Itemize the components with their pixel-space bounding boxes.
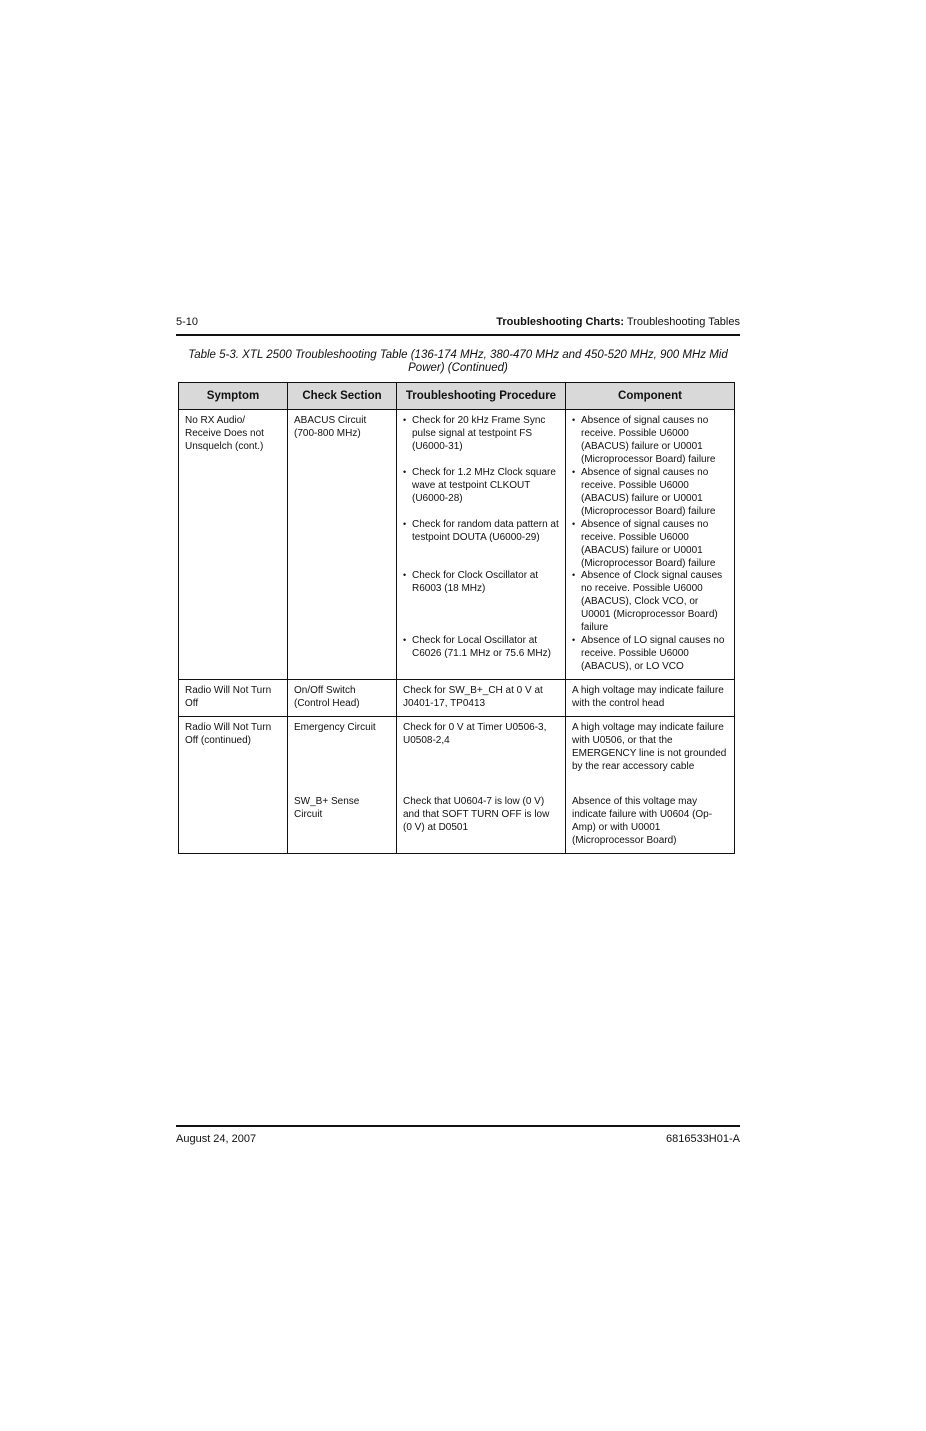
symptom-text: Radio Will Not Turn Off xyxy=(185,685,272,709)
component-item: • Absence of signal causes no receive. Possible U6000 (ABACUS) failure or U0001 (Microprocessor Board) failure xyxy=(572,414,728,466)
component-text: Absence of this voltage may indicate failure with U0604 (Op-Amp) or with U0001 (Microprocessor Board) xyxy=(572,796,713,846)
table-row xyxy=(179,717,735,854)
footer-date: August 24, 2007 xyxy=(176,1133,257,1145)
table-header-row xyxy=(179,383,735,410)
col-header-component: Component xyxy=(566,383,735,410)
caption-line-2: Power) (Continued) xyxy=(408,362,508,374)
symptom-cell xyxy=(179,717,288,854)
procedure-text: Check that U0604-7 is low (0 V) and that SOFT TURN OFF is low (0 V) at D0501 xyxy=(403,796,550,833)
component-text: A high voltage may indicate failure with U0506, or that the EMERGENCY line is not grounded by the rear accessory cable xyxy=(572,722,727,772)
symptom-cell xyxy=(179,680,288,717)
check-section-cell xyxy=(288,680,397,717)
component-cell xyxy=(566,680,735,717)
check-section-text: ABACUS Circuit (700-800 MHz) xyxy=(294,415,367,439)
section-title-rest: Troubleshooting Tables xyxy=(624,316,740,328)
col-header-check-section: Check Section xyxy=(288,383,397,410)
page-number: 5-10 xyxy=(176,316,199,328)
check-section-text: Emergency Circuit xyxy=(294,722,376,733)
procedure-cell xyxy=(397,717,566,854)
component-cell xyxy=(566,410,735,680)
component-item: • Absence of signal causes no receive. Possible U6000 (ABACUS) failure or U0001 (Microprocessor Board) failure xyxy=(572,518,728,569)
component-text: A high voltage may indicate failure with the control head xyxy=(572,685,724,709)
page-header xyxy=(176,316,740,334)
table-row xyxy=(179,680,735,717)
component-cell xyxy=(566,717,735,854)
col-header-procedure: Troubleshooting Procedure xyxy=(397,383,566,410)
footer-doc-number: 6816533H01-A xyxy=(665,1133,740,1145)
procedure-item: • Check for Clock Oscillator at R6003 (18 MHz) xyxy=(403,569,559,634)
check-section-text: On/Off Switch (Control Head) xyxy=(294,685,360,709)
procedure-item: • Check for random data pattern at testpoint DOUTA (U6000-29) xyxy=(403,518,559,569)
check-section-text: SW_B+ Sense Circuit xyxy=(294,796,360,820)
section-title-bold: Troubleshooting Charts: xyxy=(496,316,624,328)
procedure-text: Check for 0 V at Timer U0506-3, U0508-2,4 xyxy=(403,722,547,746)
procedure-item: • Check for Local Oscillator at C6026 (71.1 MHz or 75.6 MHz) xyxy=(403,634,559,660)
check-section-cell xyxy=(288,717,397,854)
symptom-cell xyxy=(179,410,288,680)
procedure-cell xyxy=(397,410,566,680)
symptom-text: Radio Will Not Turn Off (continued) xyxy=(185,722,272,746)
procedure-item: • Check for 1.2 MHz Clock square wave at testpoint CLKOUT (U6000-28) xyxy=(403,466,559,518)
table-caption xyxy=(176,349,740,375)
col-header-symptom: Symptom xyxy=(179,383,288,410)
component-item: • Absence of LO signal causes no receive. Possible U6000 (ABACUS), or LO VCO xyxy=(572,634,728,673)
component-item: • Absence of signal causes no receive. Possible U6000 (ABACUS) failure or U0001 (Microprocessor Board) failure xyxy=(572,466,728,518)
troubleshooting-table xyxy=(178,382,735,854)
check-section-cell xyxy=(288,410,397,680)
symptom-text: No RX Audio/ Receive Does not Unsquelch (cont.) xyxy=(185,415,264,452)
procedure-cell xyxy=(397,680,566,717)
section-title xyxy=(496,316,740,328)
procedure-item: • Check for 20 kHz Frame Sync pulse signal at testpoint FS (U6000-31) xyxy=(403,414,559,466)
procedure-text: Check for SW_B+_CH at 0 V at J0401-17, TP0413 xyxy=(403,685,543,709)
component-item: • Absence of Clock signal causes no receive. Possible U6000 (ABACUS), Clock VCO, or U0001 (Microprocessor Board) failure xyxy=(572,569,728,634)
table-row xyxy=(179,410,735,680)
footer-rule xyxy=(176,1125,740,1127)
header-rule xyxy=(176,334,740,336)
caption-line-1: Table 5-3. XTL 2500 Troubleshooting Table (136-174 MHz, 380-470 MHz and 450-520 MHz, 900 MHz Mid xyxy=(188,349,728,361)
